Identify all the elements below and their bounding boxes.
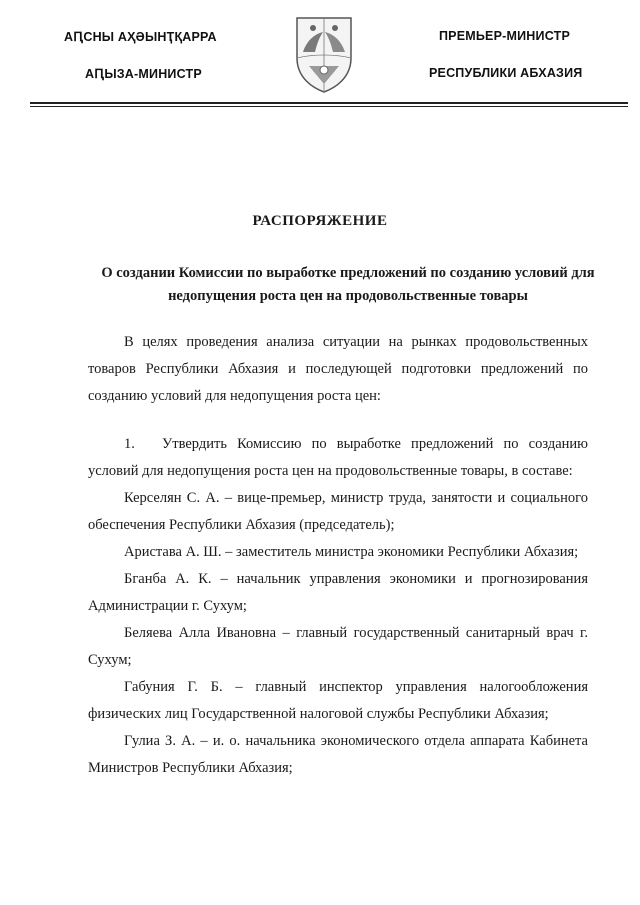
item-1-text: Утвердить Комиссию по выработке предложений по созданию условий для недопущения роста цен на продовольственные товары, в составе:	[88, 436, 588, 479]
header-right-line2: РЕСПУБЛИКИ АБХАЗИЯ	[429, 66, 583, 80]
header-divider-thick	[30, 102, 628, 104]
preamble-paragraph: В целях проведения анализа ситуации на рынках продовольственных товаров Республики Абхазия и последующей подготовки предложений по созданию условий для недопущения роста цен:	[88, 334, 588, 404]
header-left-line1: АԤСНЫ АҲӘЫНҬҚАРРА	[64, 30, 217, 44]
header-left-line2: АԤЫЗА-МИНИСТР	[85, 67, 202, 81]
header-right-line1: ПРЕМЬЕР-МИНИСТР	[439, 29, 570, 43]
member-paragraph: Гулиа З. А. – и. о. начальника экономического отдела аппарата Кабинета Министров Республики Абхазия;	[88, 733, 588, 776]
header-divider-thin	[30, 106, 628, 107]
member-paragraph: Габуния Г. Б. – главный инспектор управления налогообложения физических лиц Государственной налоговой службы Республики Абхазия;	[88, 679, 588, 722]
item-1-paragraph	[88, 431, 588, 485]
member-paragraph: Аристава А. Ш. – заместитель министра экономики Республики Абхазия;	[124, 544, 579, 560]
document-subtitle: О создании Комиссии по выработке предложений по созданию условий для недопущения роста цен на продовольственные товары	[101, 265, 595, 304]
member-paragraph: Керселян С. А. – вице-премьер, министр труда, занятости и социального обеспечения Республики Абхазия (председатель);	[88, 490, 588, 533]
document-title: РАСПОРЯЖЕНИЕ	[252, 213, 388, 229]
item-1-number: 1.	[124, 436, 135, 452]
document-body	[88, 329, 588, 782]
member-paragraph: Бганба А. К. – начальник управления экономики и прогнозирования Администрации г. Сухум;	[88, 571, 588, 614]
abkhazia-coat-of-arms-icon	[293, 12, 355, 94]
member-paragraph: Беляева Алла Ивановна – главный государственный санитарный врач г. Сухум;	[88, 625, 588, 668]
